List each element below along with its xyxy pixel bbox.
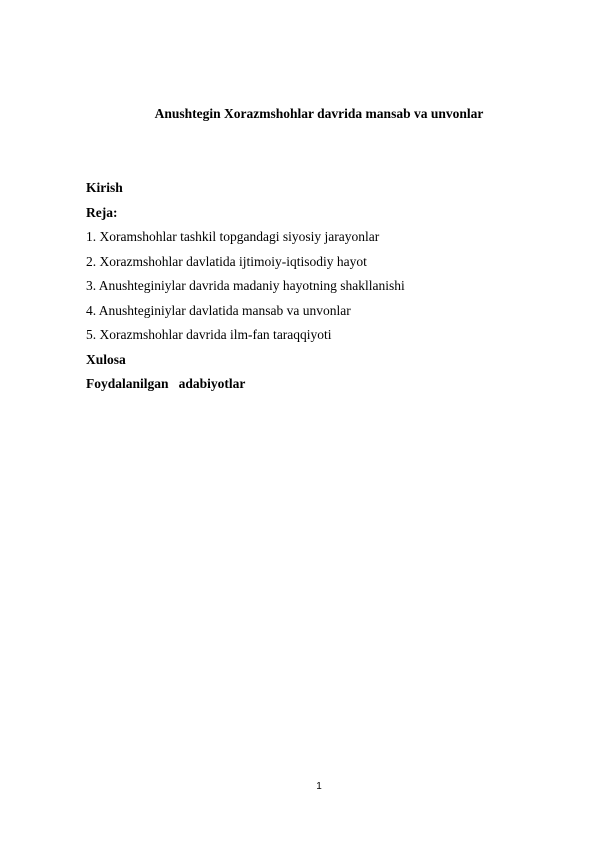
intro-heading: Kirish bbox=[86, 180, 123, 195]
plan-item: 4. Anushteginiylar davlatida mansab va unvonlar bbox=[86, 302, 351, 318]
plan-item: 1. Xoramshohlar tashkil topgandagi siyosiy jarayonlar bbox=[86, 229, 380, 244]
plan-item: 3. Anushteginiylar davrida madaniy hayotning shakllanishi bbox=[86, 278, 405, 293]
document-title: Anushtegin Xorazmshohlar davrida mansab va unvonlar bbox=[154, 106, 484, 121]
plan-heading: Reja: bbox=[86, 204, 118, 220]
references-heading: Foydalanilgan adabiyotlar bbox=[86, 376, 246, 391]
document-body bbox=[86, 176, 566, 397]
conclusion-heading: Xulosa bbox=[86, 351, 126, 367]
plan-item: 2. Xorazmshohlar davlatida ijtimoiy-iqtisodiy hayot bbox=[86, 253, 367, 269]
page-number: 1 bbox=[316, 781, 322, 792]
plan-item: 5. Xorazmshohlar davrida ilm-fan taraqqiyoti bbox=[86, 327, 332, 342]
